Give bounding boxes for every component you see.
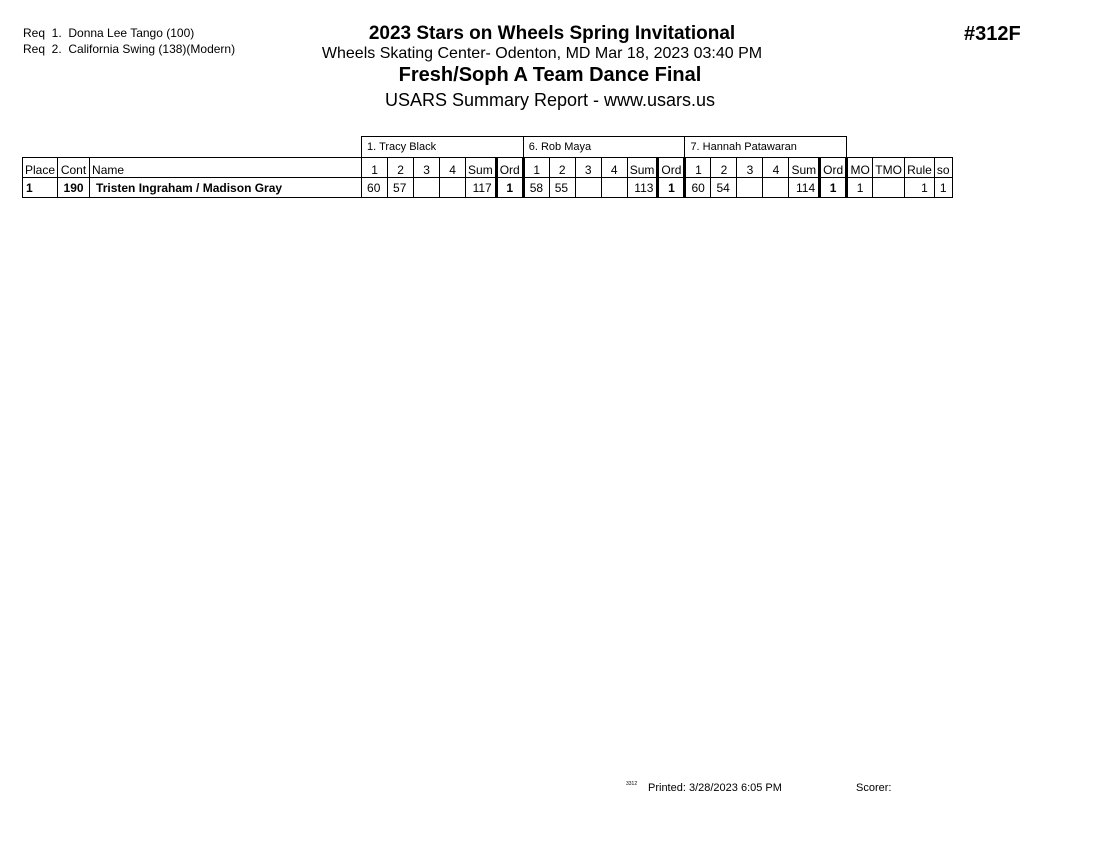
score-cell [440, 178, 466, 198]
col-ord: Ord [820, 158, 847, 178]
results-table [22, 136, 953, 198]
score-cell [601, 178, 627, 198]
col-tmo: TMO [873, 158, 905, 178]
judge-name: 7. Hannah Patawaran [685, 137, 847, 158]
col-score-2: 2 [388, 158, 414, 178]
table-row [23, 178, 953, 198]
footer-code: 3312 [626, 781, 638, 787]
score-cell [737, 178, 763, 198]
col-ord: Ord [658, 158, 685, 178]
score-cell: 60 [685, 178, 711, 198]
col-so: so [934, 158, 952, 178]
score-cell [763, 178, 789, 198]
judge-name: 6. Rob Maya [523, 137, 685, 158]
col-ord: Ord [496, 158, 523, 178]
col-cont: Cont [58, 158, 90, 178]
event-number: #312F [964, 23, 1021, 45]
tmo-cell [873, 178, 905, 198]
competition-title: 2023 Stars on Wheels Spring Invitational [368, 23, 736, 44]
event-title: Fresh/Soph A Team Dance Final [398, 64, 702, 86]
requirement-1: Req 1. Donna Lee Tango (100) [23, 26, 195, 40]
score-cell [575, 178, 601, 198]
score-cell: 60 [362, 178, 388, 198]
column-header-row [23, 158, 953, 178]
ordinal-cell: 1 [496, 178, 523, 198]
col-mo: MO [847, 158, 873, 178]
col-score-2: 2 [711, 158, 737, 178]
col-score-1: 1 [685, 158, 711, 178]
col-score-4: 4 [601, 158, 627, 178]
col-place: Place [23, 158, 58, 178]
col-name: Name [90, 158, 362, 178]
score-cell: 57 [388, 178, 414, 198]
mo-cell: 1 [847, 178, 873, 198]
col-score-4: 4 [763, 158, 789, 178]
scorer-label: Scorer: [856, 782, 892, 794]
so-cell: 1 [934, 178, 952, 198]
requirement-2: Req 2. California Swing (138)(Modern) [23, 42, 236, 56]
col-score-1: 1 [523, 158, 549, 178]
score-cell: 55 [549, 178, 575, 198]
col-score-4: 4 [440, 158, 466, 178]
col-score-3: 3 [575, 158, 601, 178]
team-name: Tristen Ingraham / Madison Gray [90, 178, 362, 198]
judge-header-row [23, 137, 953, 158]
rule-cell: 1 [905, 178, 935, 198]
col-sum: Sum [627, 158, 658, 178]
col-sum: Sum [466, 158, 497, 178]
col-score-3: 3 [737, 158, 763, 178]
report-title: USARS Summary Report - www.usars.us [384, 90, 716, 110]
score-cell: 58 [523, 178, 549, 198]
ordinal-cell: 1 [658, 178, 685, 198]
col-score-3: 3 [414, 158, 440, 178]
place-cell: 1 [23, 178, 58, 198]
sum-cell: 117 [466, 178, 497, 198]
sum-cell: 113 [627, 178, 658, 198]
col-score-1: 1 [362, 158, 388, 178]
venue-date: Wheels Skating Center- Odenton, MD Mar 18, 2023 03:40 PM [321, 45, 763, 62]
col-rule: Rule [905, 158, 935, 178]
sum-cell: 114 [789, 178, 820, 198]
contestant-number: 190 [58, 178, 90, 198]
ordinal-cell: 1 [820, 178, 847, 198]
printed-timestamp: Printed: 3/28/2023 6:05 PM [648, 782, 782, 794]
col-sum: Sum [789, 158, 820, 178]
judge-name: 1. Tracy Black [362, 137, 524, 158]
score-cell [414, 178, 440, 198]
col-score-2: 2 [549, 158, 575, 178]
score-cell: 54 [711, 178, 737, 198]
